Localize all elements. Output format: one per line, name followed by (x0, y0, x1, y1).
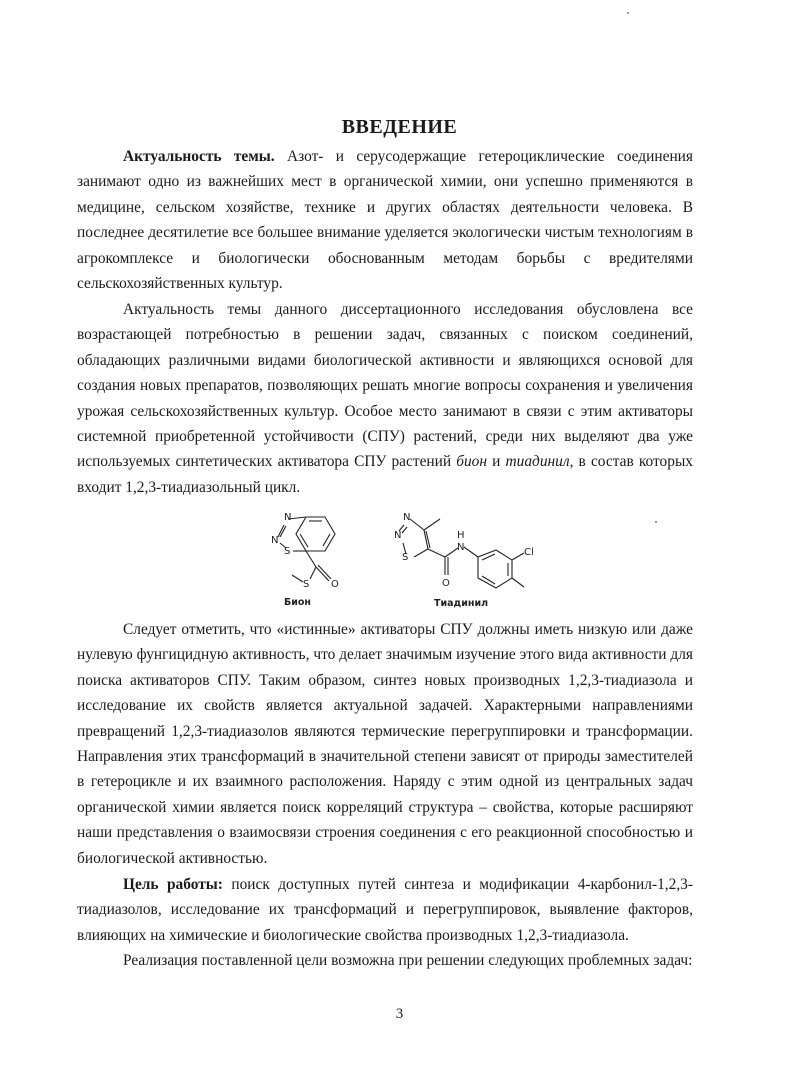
activators-text-b: , в состав которых входит 1,2,3-тиадиазольный цикл. (77, 453, 693, 496)
paragraph-goal (77, 872, 693, 948)
page-title: ВВЕДЕНИЕ (341, 116, 458, 138)
scan-speck (655, 521, 657, 523)
tiadinil-caption: Тиадинил (434, 598, 489, 609)
relevance-heading: Актуальность темы. (123, 148, 275, 165)
paragraph-activators (77, 297, 693, 500)
goal-heading: Цель работы: (123, 876, 223, 893)
paragraph-research-directions (77, 617, 693, 871)
bion-benzene-ring (296, 517, 335, 551)
bion-s-ring-atom: S (284, 546, 291, 557)
relevance-text: Азот- и серусодержащие гетероциклические соединения занимают одно из важнейших мест в органической химии, они успешно применяются в медицине, сельском хозяйстве, технике и других областях деятельности человека. В последнее десятилетие все большее внимание уделяется экологически чистым технологиям в агрокомплексе и биологически обоснованным методам борьбы с вредителями сельскохозяйственных культур. (77, 148, 693, 293)
and-word: и (487, 453, 506, 471)
bion-term: бион (456, 453, 488, 471)
tiadinil-cl-atom: Cl (524, 547, 534, 558)
bion-n-atom-2: N (271, 535, 279, 546)
structures-svg (258, 505, 558, 613)
paragraph-tasks-intro (77, 948, 693, 973)
goal-text: поиск доступных путей синтеза и модификации 4-карбонил-1,2,3-тиадиазолов, исследование их трансформаций и перегруппировок, выявление факторов, влияющих на химические и биологические свойства производных 1,2,3-тиадиазола. (77, 876, 693, 944)
activators-text-a: Актуальность темы данного диссертационного исследования обусловлена все возрастающей потребностью в решении задач, связанных с поиском соединений, обладающих различными видами биологической активности и являющихся основой для создания новых препаратов, позволяющих решать многие вопросы сохранения и увеличения урожая сельскохозяйственных культур. Особое место занимают в связи с этим активаторы системной приобретенной устойчивости (СПУ) растений, среди них выделяют два уже используемых синтетических активатора СПУ растений (77, 301, 693, 471)
bion-o-atom: O (331, 579, 339, 590)
tiadinil-n-atom-1: N (403, 512, 411, 523)
tiadinil-term: тиадинил (505, 453, 570, 471)
research-directions-text: Следует отметить, что «истинные» активаторы СПУ должны иметь низкую или даже нулевую фунгицидную активность, что делает значимым изучение этого вида активности для поиска активаторов СПУ. Таким образом, синтез новых производных 1,2,3-тиадиазола и исследование их свойств является актуальной задачей. Характерными направлениями превращений 1,2,3-тиадиазолов являются термические перегруппировки и трансформации. Направления этих трансформаций в значительной степени зависят от природы заместителей в гетероцикле и их взаимного расположения. Наряду с этим одной из центральных задач органической химии является поиск корреляций структура – свойства, которые расширяют наши представления о взаимосвязи строения соединения с его реакционной способностью и биологической активностью. (77, 621, 693, 867)
paragraph-relevance (77, 144, 693, 296)
tasks-intro-text: Реализация поставленной цели возможна при решении следующих проблемных задач: (123, 952, 693, 969)
bion-n-atom-1: N (284, 512, 292, 523)
bion-s-thio-atom: S (303, 579, 310, 590)
bion-caption: Бион (284, 597, 311, 608)
tiadinil-s-atom: S (402, 552, 409, 563)
tiadinil-phenyl-ring (478, 550, 512, 588)
scan-speck (627, 12, 629, 14)
tiadinil-o-atom: O (442, 578, 450, 589)
tiadinil-amide-n-atom: N (457, 542, 465, 553)
chemical-structures-figure (258, 505, 558, 613)
page-number: 3 (395, 1006, 404, 1022)
tiadinil-n-atom-2: N (394, 530, 402, 541)
tiadinil-h-atom: H (457, 530, 465, 541)
